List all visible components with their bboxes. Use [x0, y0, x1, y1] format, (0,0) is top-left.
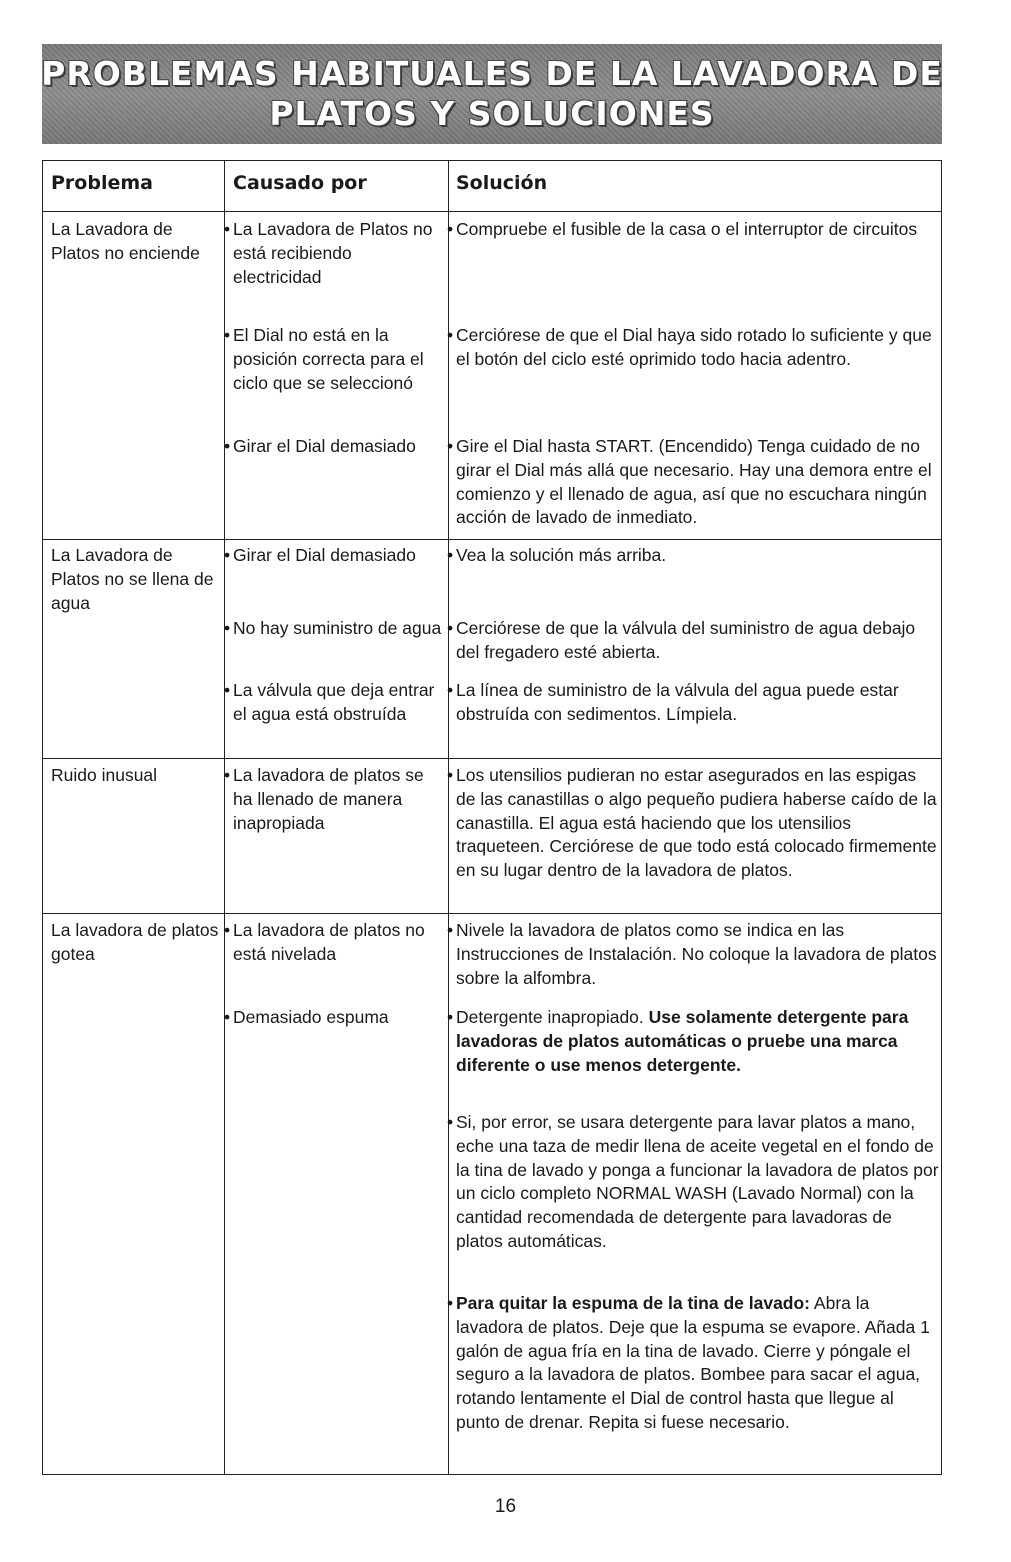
row-2-cause-1: • Girar el Dial demasiado [224, 545, 416, 565]
header-cause: Causado por [233, 172, 367, 194]
page-number: 16 [494, 1496, 517, 1517]
row-2-cause-2: • No hay suministro de agua [224, 618, 442, 638]
row-2-solution-1: • Vea la solución más arriba. [447, 545, 667, 565]
row-2-solution-3: • La línea de suministro de la válvula del agua puede estar obstruída con sedimentos. Límpiela. [447, 680, 899, 724]
row-1-cause-3: • Girar el Dial demasiado [224, 436, 416, 456]
row-2-problem: La Lavadora de Platos no se llena de agua [51, 545, 214, 613]
row-1-problem: La Lavadora de Platos no enciende [51, 219, 200, 263]
row-divider [43, 758, 941, 759]
row-1-cause-1: • La Lavadora de Platos no está recibiendo electricidad [224, 219, 433, 287]
row-2-solution-2: • Cerciórese de que la válvula del suministro de agua debajo del fregadero esté abierta. [447, 618, 916, 662]
column-divider [448, 161, 449, 1474]
row-1-cause-2: • El Dial no está en la posición correcta para el ciclo que se seleccionó [224, 325, 424, 393]
column-divider [224, 161, 225, 1474]
header-problem: Problema [51, 172, 153, 194]
row-4-problem: La lavadora de platos gotea [51, 920, 219, 964]
row-4-cause-1: • La lavadora de platos no está nivelada [224, 920, 425, 964]
row-4-solution-3: • Si, por error, se usara detergente para lavar platos a mano, eche una taza de medir llena de aceite vegetal en el fondo de la tina de lavado y ponga a funcionar la lavadora de platos por un ciclo completo NORMAL WASH (Lavado Normal) con la cantidad recomendada de detergente para lavadoras de platos automáticas. [447, 1112, 939, 1251]
row-4-solution-4: • Para quitar la espuma de la tina de lavado: Abra la lavadora de platos. Deje que la espuma se evapore. Añada 1 galón de agua fría en la tina de lavado. Cierre y póngale el seguro a la lavadora de platos. Bombee para sacar el agua, rotando lentamente el Dial de control hasta que llegue al punto de drenar. Repita si fuese necesario. [447, 1293, 930, 1432]
header-solution: Solución [456, 172, 548, 194]
row-1-solution-2: • Cerciórese de que el Dial haya sido rotado lo suficiente y que el botón del ciclo esté oprimido todo hacia adentro. [447, 325, 932, 369]
row-3-problem: Ruido inusual [51, 765, 158, 785]
title-line-1: PROBLEMAS HABITUALES DE LA LAVADORA DE [41, 54, 943, 93]
row-4-solution-2: • Detergente inapropiado. Use solamente detergente para lavadoras de platos automáticas o pruebe una marca diferente o use menos detergente. [447, 1007, 909, 1075]
troubleshooting-table [42, 160, 942, 1475]
row-divider [43, 913, 941, 914]
title-line-2: PLATOS Y SOLUCIONES [269, 94, 715, 133]
row-1-solution-3: • Gire el Dial hasta START. (Encendido) Tenga cuidado de no girar el Dial más allá que necesario. Hay una demora entre el comienzo y el llenado de agua, así que no escuchara ningún acción de lavado de inmediato. [447, 436, 932, 528]
title-banner [42, 44, 942, 144]
row-4-cause-2: • Demasiado espuma [224, 1007, 389, 1027]
header-divider [43, 211, 941, 212]
row-3-solution-1: • Los utensilios pudieran no estar asegurados en las espigas de las canastillas o algo pequeño pudiera haberse caído de la canastilla. El agua está haciendo que los utensilios traqueteen. Cerciórese de que todo está colocado firmemente en su lugar dentro de la lavadora de platos. [447, 765, 937, 881]
row-3-cause-1: • La lavadora de platos se ha llenado de manera inapropiada [224, 765, 424, 833]
row-1-solution-1: • Compruebe el fusible de la casa o el interruptor de circuitos [447, 219, 918, 239]
row-2-cause-3: • La válvula que deja entrar el agua está obstruída [224, 680, 435, 724]
row-4-solution-1: • Nivele la lavadora de platos como se indica en las Instrucciones de Instalación. No coloque la lavadora de platos sobre la alfombra. [447, 920, 937, 988]
row-divider [43, 539, 941, 540]
